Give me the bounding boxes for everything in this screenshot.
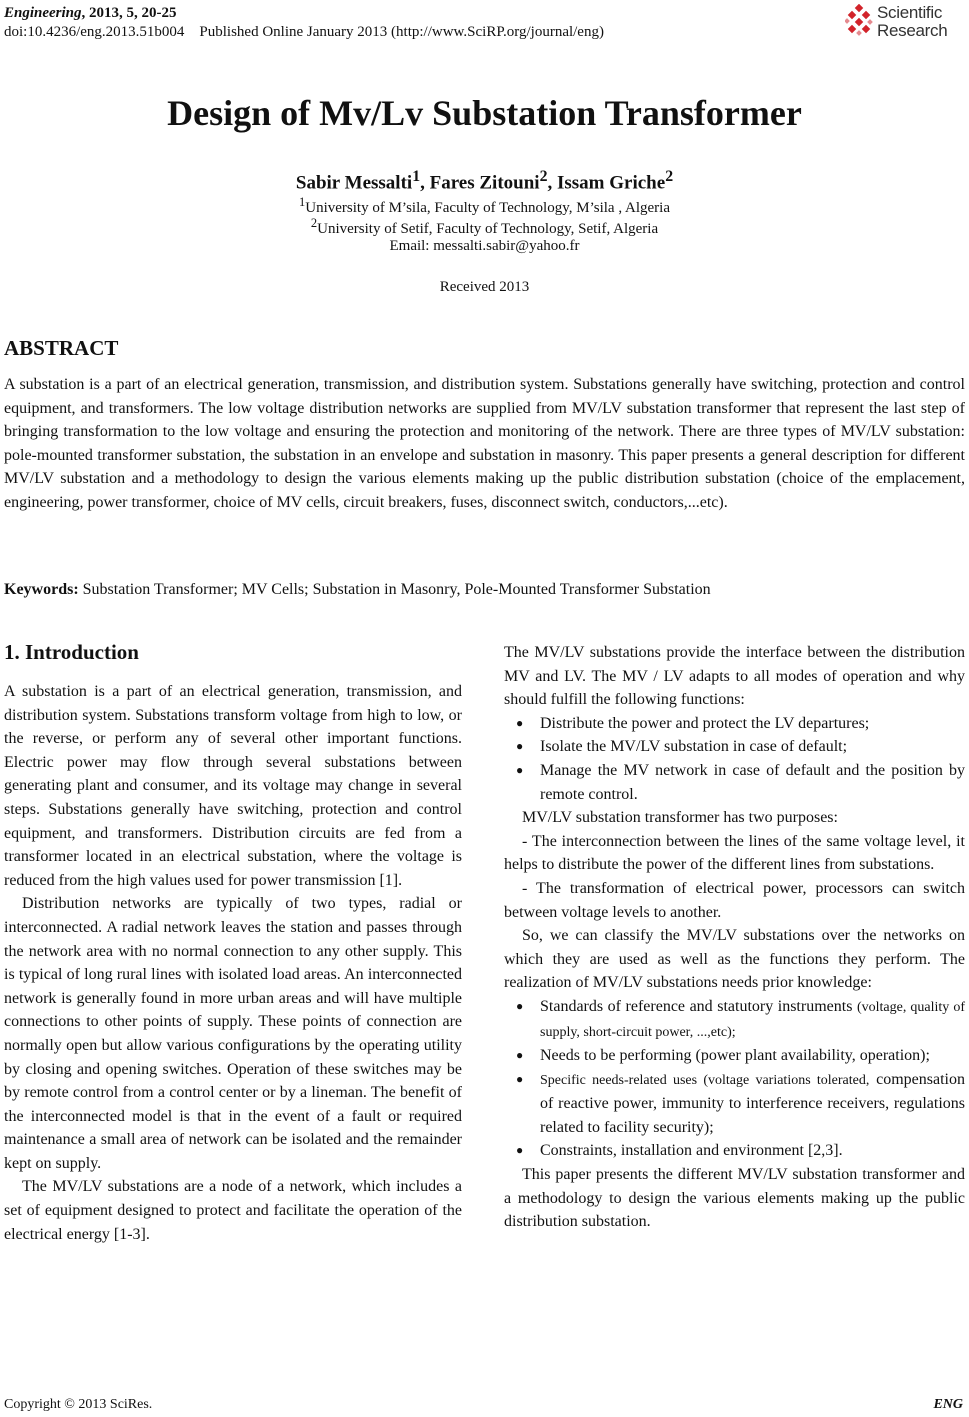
specific-needs-detail: compensation of reactive power, immunity to interference receivers, regulations related to facility security); — [540, 1070, 965, 1136]
list-item: ● Constraints, installation and environment [2,3]. — [504, 1139, 965, 1163]
affiliation-2 — [0, 216, 969, 238]
intro-paragraph-3: The MV/LV substations are a node of a network, which includes a set of equipment designed to protect and facilitate the operation of the electrical energy [1-3]. — [4, 1178, 462, 1243]
right-paragraph-3: - The interconnection between the lines of the same voltage level, it helps to distribute the power of the different lines from substations. — [504, 832, 965, 874]
right-paragraph-2: MV/LV substation transformer has two purposes: — [522, 809, 838, 827]
list-item: ● Distribute the power and protect the LV departures; — [504, 712, 965, 736]
footer-journal: ENG — [933, 1397, 963, 1412]
scientific-research-logo-icon — [845, 4, 873, 38]
logo-line-1: Scientific — [877, 3, 943, 22]
keywords-text: Substation Transformer; MV Cells; Substation in Masonry, Pole-Mounted Transformer Substation — [78, 581, 711, 598]
specific-needs-text: Specific needs-related uses (voltage variations tolerated, — [540, 1072, 870, 1088]
paper-title: Design of Mv/Lv Substation Transformer — [167, 93, 802, 133]
standards-text: Standards of reference and statutory instruments — [540, 997, 857, 1015]
list-item: ● Isolate the MV/LV substation in case of default; — [504, 735, 965, 759]
affiliation-2-text: University of Setif, Faculty of Technology, Setif, Algeria — [317, 221, 659, 237]
right-paragraph-6: This paper presents the different MV/LV substation transformer and a methodology to design the various elements making up the public distribution substation. — [504, 1166, 965, 1231]
author-list — [0, 168, 969, 194]
right-paragraph-5: So, we can classify the MV/LV substations over the networks on which they are used as well as the functions they perform. The realization of MV/LV substations needs prior knowledge: — [504, 927, 965, 992]
standards-detail: (voltage, quality of supply, short-circuit power, ...,etc); — [540, 999, 965, 1040]
journal-volume: , 2013, 5, 20-25 — [81, 5, 177, 21]
logo-line-2: Research — [877, 21, 948, 40]
list-item — [504, 1068, 965, 1140]
right-paragraph-1: The MV/LV substations provide the interface between the distribution MV and LV. The MV / LV adapts to all modes of operation and why should fulfill the following functions: — [504, 644, 965, 709]
author-2: , Fares Zitouni — [420, 172, 540, 194]
running-header — [4, 4, 604, 42]
received-date: Received 2013 — [439, 279, 530, 295]
functions-list — [504, 712, 965, 806]
affiliation-1 — [0, 195, 969, 217]
intro-paragraph-2: Distribution networks are typically of two types, radial or interconnected. A radial network leaves the station and passes through the network area with no normal connection to any other supply. This is typical of long rural lines with isolated load areas. An interconnected network is generally found in more urban areas and will have multiple connections to other points of supply. These points of connection are normally open but allow various configurations by the operating utility by closing and opening switches. Operation of these switches may be by remote control from a control center or by a lineman. The benefit of the interconnected model is that in the event of a fault or required maintenance a small area of network can be isolated and the remainder kept on supply. — [4, 895, 462, 1172]
right-column — [504, 641, 965, 1234]
journal-name: Engineering — [4, 5, 82, 21]
requirements-list — [504, 995, 965, 1163]
left-column — [4, 680, 462, 1246]
section-heading-introduction: 1. Introduction — [4, 640, 139, 664]
affiliation-1-text: University of M’sila, Faculty of Technology, M’sila , Algeria — [305, 200, 670, 216]
affiliation-1-marker: 1 — [299, 195, 306, 209]
author-email: Email: messalti.sabir@yahoo.fr — [389, 238, 580, 254]
list-item — [504, 995, 965, 1044]
right-paragraph-4: - The transformation of electrical power, processors can switch between voltage levels to another. — [504, 879, 965, 921]
affiliation-2-marker: 2 — [310, 216, 318, 230]
author-3-affil: 2 — [665, 168, 674, 185]
abstract-heading: ABSTRACT — [4, 336, 119, 360]
author-1-affil: 1 — [412, 168, 421, 185]
author-2-affil: 2 — [539, 168, 548, 185]
doi-line: doi:10.4236/eng.2013.51b004 Published Online January 2013 (http://www.SciRP.org/journal/eng) — [4, 24, 604, 40]
list-item: ● Manage the MV network in case of default and the position by remote control. — [504, 759, 965, 806]
keywords-label: Keywords: — [4, 581, 79, 598]
journal-citation — [4, 4, 604, 23]
publisher-logo — [845, 2, 965, 42]
author-3: , Issam Griche — [547, 172, 666, 194]
logo-wordmark — [877, 4, 947, 40]
list-item: ● Needs to be performing (power plant availability, operation); — [504, 1044, 965, 1068]
footer-copyright: Copyright © 2013 SciRes. — [4, 1397, 153, 1412]
author-1: Sabir Messalti — [295, 172, 413, 194]
abstract-text: A substation is a part of an electrical generation, transmission, and distribution system. Substations generally have switching, protection and control equipment, and transformers. The low voltage distribution networks are supplied from MV/LV substation transformer that represent the last step of bringing transformation to the low voltage and ensuring the protection and monitoring of the network. There are three types of MV/LV substation: pole-mounted transformer substation, the substation in an envelope and substation in masonry. This paper presents a general description for different MV/LV substation and a methodology to design the various elements making up the public distribution substation (choice of the emplacement, engineering, power transformer, choice of MV cells, circuit breakers, fuses, disconnect switch, conductors,...etc). — [4, 376, 965, 511]
intro-paragraph-1: A substation is a part of an electrical generation, transmission, and distribution system. Substations transform voltage from high to low, or the reverse, or perform any of several other important functions. Electric power may flow through several substations between generating plant and consumer, and its voltage may change in several steps. Substations generally have switching, protection and control equipment, and transformers. Distribution circuits are fed from a transformer located in an electrical substation, where the voltage is reduced from the high values used for power transmission [1]. — [4, 683, 462, 889]
keywords — [4, 581, 711, 599]
